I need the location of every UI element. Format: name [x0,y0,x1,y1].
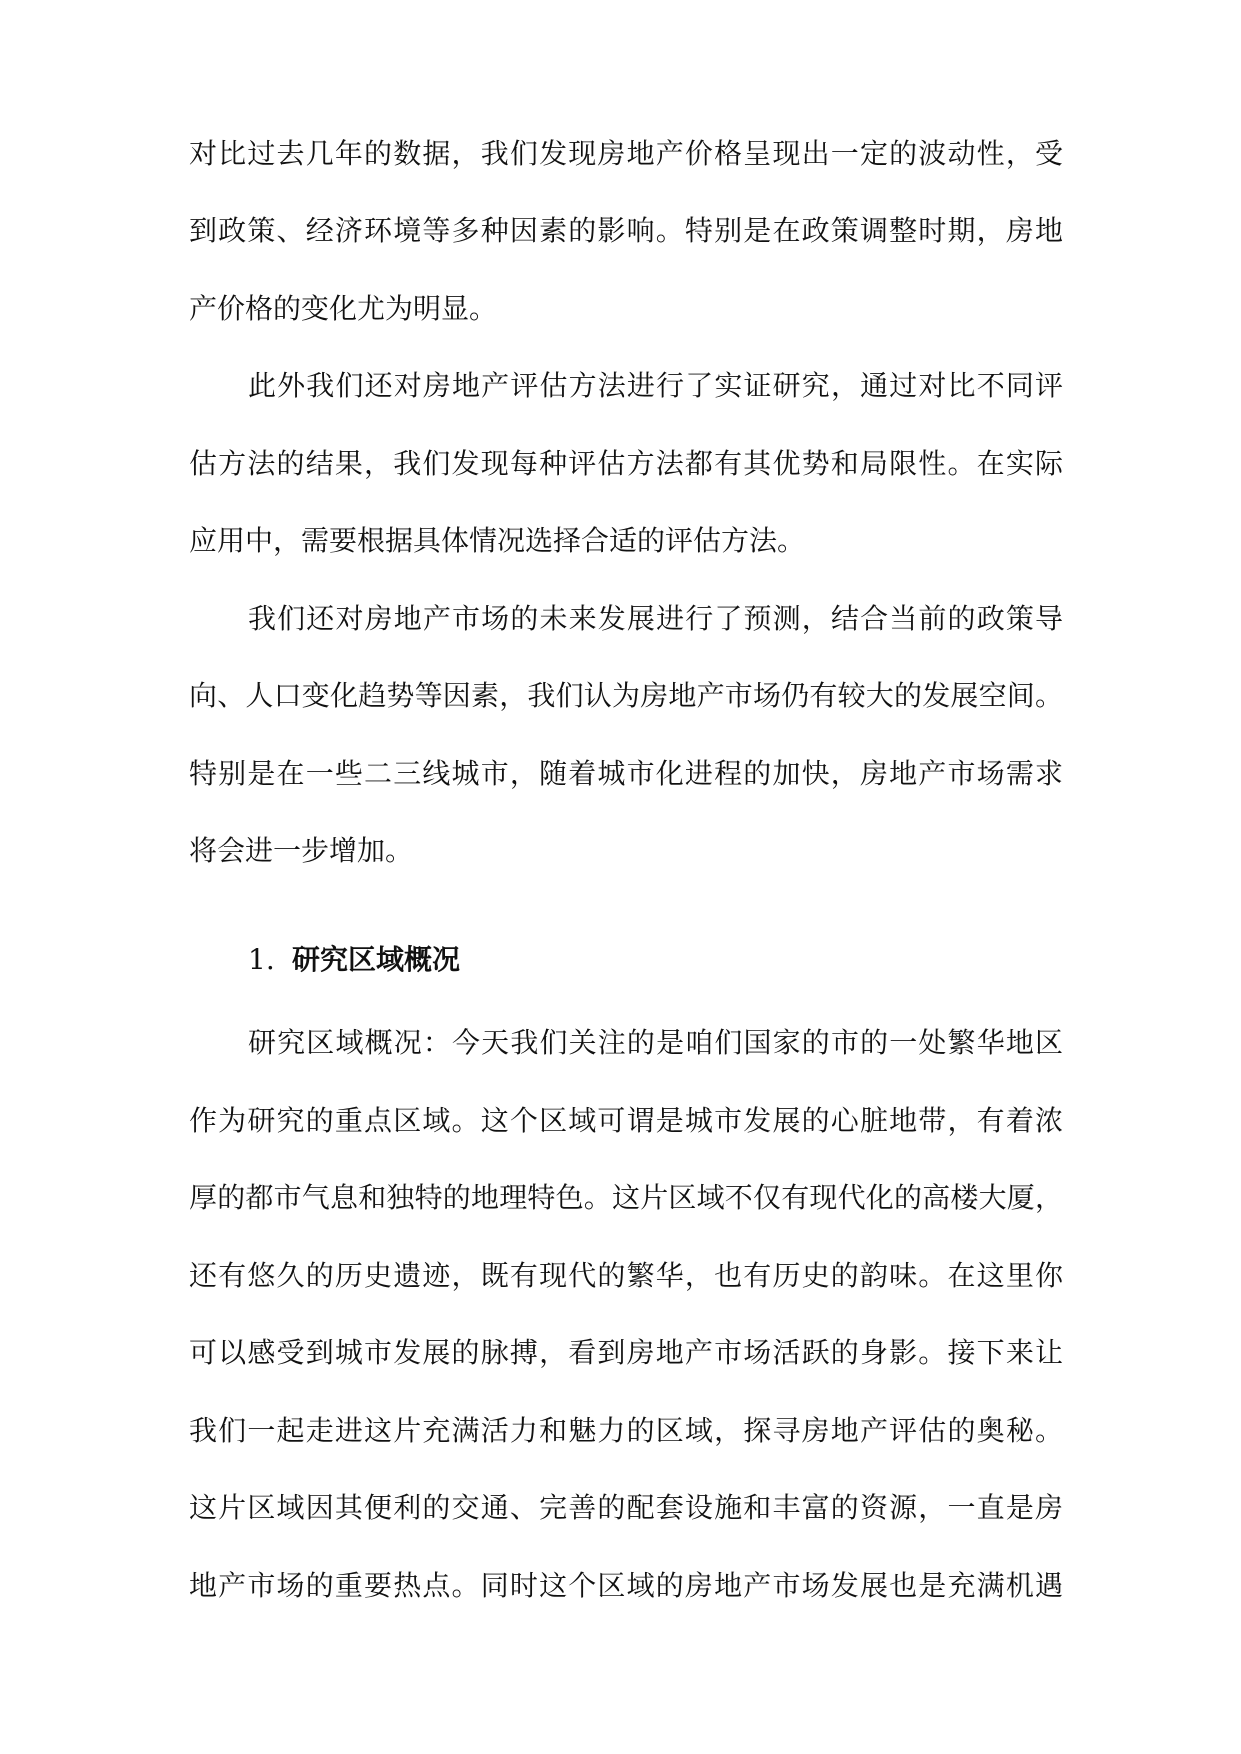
paragraph-2-line-3: 应用中，需要根据具体情况选择合适的评估方法。 [189,524,806,557]
paragraph-2-line-1: 此外我们还对房地产评估方法进行了实证研究，通过对比不同评 [248,369,1063,402]
paragraph-3-line-2: 向、人口变化趋势等因素，我们认为房地产市场仍有较大的发展空间。 [189,679,1063,712]
section-heading-number: 1. [248,943,275,976]
paragraph-1-line-3: 产价格的变化尤为明显。 [189,292,498,325]
paragraph-3-line-1: 我们还对房地产市场的未来发展进行了预测，结合当前的政策导 [248,602,1063,635]
paragraph-4-line-6: 我们一起走进这片充满活力和魅力的区域，探寻房地产评估的奥秘。 [189,1414,1063,1447]
paragraph-1-line-2: 到政策、经济环境等多种因素的影响。特别是在政策调整时期，房地 [189,214,1063,247]
paragraph-2-line-2: 估方法的结果，我们发现每种评估方法都有其优势和局限性。在实际 [189,447,1063,480]
paragraph-3-line-3: 特别是在一些二三线城市，随着城市化进程的加快，房地产市场需求 [189,757,1063,790]
paragraph-4-line-1: 研究区域概况：今天我们关注的是咱们国家的市的一处繁华地区 [248,1026,1063,1059]
section-heading-title: 研究区域概况 [292,943,461,976]
paragraph-4-line-7: 这片区域因其便利的交通、完善的配套设施和丰富的资源，一直是房 [189,1491,1063,1524]
paragraph-3-line-4: 将会进一步增加。 [189,834,414,867]
paragraph-4-line-3: 厚的都市气息和独特的地理特色。这片区域不仅有现代化的高楼大厦， [189,1181,1063,1214]
section-heading [248,940,460,980]
paragraph-4-line-4: 还有悠久的历史遗迹，既有现代的繁华，也有历史的韵味。在这里你 [189,1259,1063,1292]
paragraph-4-line-2: 作为研究的重点区域。这个区域可谓是城市发展的心脏地带，有着浓 [189,1104,1063,1137]
paragraph-4-line-5: 可以感受到城市发展的脉搏，看到房地产市场活跃的身影。接下来让 [189,1336,1063,1369]
paragraph-1-line-1: 对比过去几年的数据，我们发现房地产价格呈现出一定的波动性，受 [189,137,1063,170]
paragraph-4-line-8: 地产市场的重要热点。同时这个区域的房地产市场发展也是充满机遇 [189,1569,1063,1602]
